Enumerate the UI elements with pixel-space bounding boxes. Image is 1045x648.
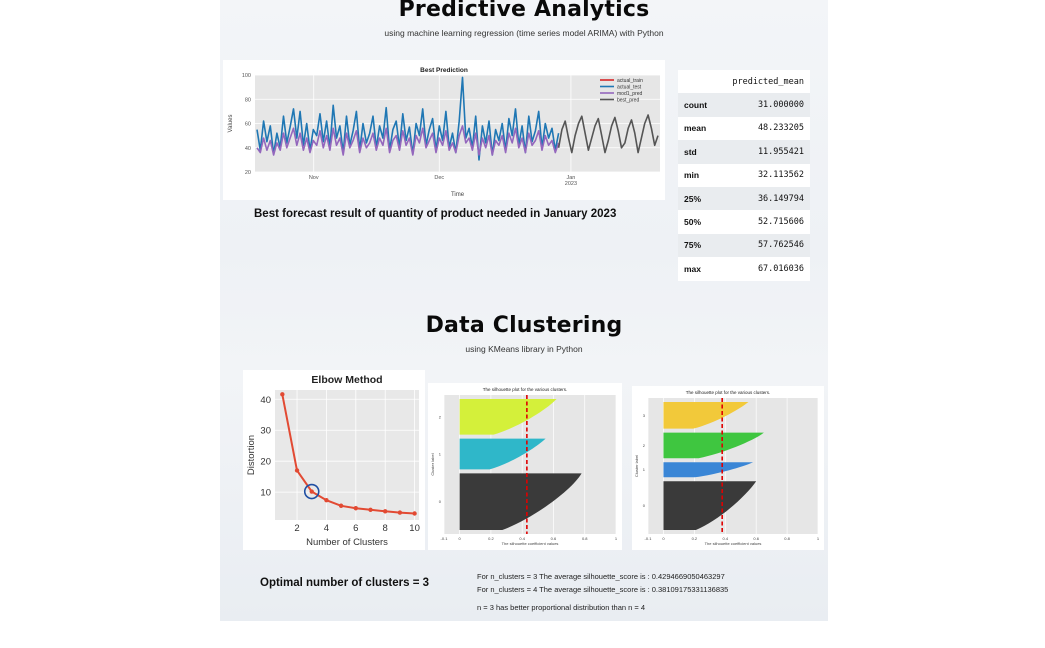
- table-row: [678, 140, 810, 163]
- x-tick-label: 0.4: [519, 536, 525, 541]
- x-tick-label: 1: [816, 536, 820, 541]
- y-tick-label: 60: [244, 121, 251, 128]
- x-tick-label: 4: [323, 523, 330, 534]
- elbow-point: [324, 498, 328, 502]
- cluster-label: 3: [642, 412, 645, 418]
- y-tick-label: 10: [260, 487, 271, 499]
- x-tick-label: 0.8: [784, 536, 790, 541]
- y-tick-label: 40: [260, 394, 271, 406]
- plot-area: [275, 390, 419, 520]
- chart-title: Best Prediction: [420, 67, 468, 74]
- x-tick-label: -0.1: [644, 536, 652, 541]
- cluster-label: 2: [438, 414, 441, 420]
- x-tick-label: 0.4: [722, 536, 729, 541]
- y-tick-label: 20: [244, 170, 251, 176]
- elbow-point: [310, 489, 314, 493]
- elbow-point: [398, 510, 402, 514]
- row-label: mean: [684, 123, 707, 134]
- conclusion-note: n = 3 has better proportional distribution than n = 4: [477, 603, 646, 612]
- row-value: 32.113562: [757, 170, 804, 181]
- x-axis-label: The silhouette coefficient values: [704, 541, 762, 546]
- x-tick-label: 0.6: [753, 536, 759, 541]
- y-axis-label: Distortion: [246, 434, 257, 476]
- x-tick-label: 6: [353, 523, 359, 534]
- row-label: std: [678, 140, 717, 163]
- x-tick-label: 8: [382, 523, 388, 534]
- chart-title: Elbow Method: [311, 374, 383, 386]
- elbow-point: [295, 468, 299, 472]
- x-axis-label: Number of Clusters: [306, 537, 388, 548]
- x-tick-label: 0.6: [550, 536, 557, 541]
- row-label: 75%: [678, 234, 717, 257]
- silhouette-note-3: For n_clusters = 3 The average silhouette_score is : 0.4294669050463297: [477, 572, 725, 581]
- x-tick-label: 1: [614, 536, 618, 541]
- predictive-caption: Best forecast result of quantity of product needed in January 2023: [254, 208, 617, 220]
- elbow-point: [354, 506, 358, 510]
- row-label: max: [684, 263, 702, 274]
- y-tick-label: 40: [244, 145, 251, 152]
- elbow-point: [339, 504, 343, 508]
- silhouette-plot-3-clusters: [428, 383, 622, 550]
- row-value: 31.000000: [717, 93, 810, 116]
- table-row: [678, 210, 810, 233]
- row-value: 57.762546: [717, 234, 810, 257]
- y-axis-label: Cluster label: [430, 453, 435, 476]
- legend-label: best_pred: [617, 97, 640, 104]
- row-value: 67.016036: [757, 263, 804, 274]
- elbow-point: [368, 508, 372, 512]
- y-tick-label: 30: [260, 425, 271, 437]
- x-tick-label: 0: [662, 536, 665, 541]
- row-label: min: [684, 170, 700, 181]
- x-tick-label: Nov: [308, 175, 319, 181]
- x-tick-label: 0.8: [581, 536, 588, 541]
- cluster-label: 2: [642, 442, 645, 448]
- y-tick-label: 20: [260, 456, 271, 468]
- legend-label: actual_test: [617, 84, 642, 91]
- predicted-mean-table: [678, 70, 810, 281]
- elbow-point: [280, 392, 284, 396]
- row-value: 11.955421: [717, 140, 810, 163]
- row-label: 50%: [684, 217, 702, 228]
- table-row: [678, 257, 810, 280]
- cluster-label: 0: [438, 499, 441, 505]
- elbow-point: [383, 509, 387, 513]
- y-tick-label: 80: [244, 97, 251, 104]
- x-tick-label: 2: [294, 523, 300, 534]
- y-axis-label: Values: [228, 114, 234, 133]
- row-label: count: [678, 93, 717, 116]
- elbow-method-chart: [243, 370, 425, 550]
- predictive-title: Predictive Analytics: [398, 0, 650, 22]
- infographic-poster: [220, 0, 828, 621]
- x-tick-label: 0.2: [691, 536, 698, 541]
- chart-title: The silhouette plot for the various clusters.: [482, 387, 568, 392]
- cluster-label: 1: [642, 467, 645, 473]
- table-row: [678, 187, 810, 210]
- cluster-label: 1: [438, 451, 441, 457]
- cluster-label: 0: [642, 503, 645, 509]
- x-tick-label: Jan 2023: [564, 175, 578, 187]
- table-column-header: predicted_mean: [732, 76, 804, 87]
- y-tick-label: 100: [241, 73, 251, 79]
- x-tick-label: 0.2: [488, 536, 494, 541]
- legend-label: actual_train: [617, 78, 643, 84]
- clustering-title: Data Clustering: [425, 313, 623, 338]
- clustering-subtitle: using KMeans library in Python: [465, 344, 583, 354]
- chart-title: The silhouette plot for the various clusters.: [685, 390, 771, 395]
- row-value: 48.233205: [757, 123, 804, 134]
- silhouette-plot-4-clusters: [632, 386, 824, 550]
- x-tick-label: -0.1: [440, 536, 448, 541]
- predictive-subtitle: using machine learning regression (time series model ARIMA) with Python: [384, 28, 664, 38]
- best-prediction-chart: [223, 60, 665, 200]
- x-axis-label: The silhouette coefficient values: [501, 541, 559, 546]
- elbow-point: [412, 511, 416, 515]
- row-value: 52.715606: [757, 217, 804, 228]
- table-row: [678, 234, 810, 257]
- x-tick-label: 0: [458, 536, 461, 541]
- row-value: 36.149794: [717, 187, 810, 210]
- row-label: 25%: [678, 187, 717, 210]
- clustering-caption: Optimal number of clusters = 3: [260, 577, 430, 589]
- table-row: [678, 93, 810, 116]
- legend-label: mod1_pred: [617, 91, 643, 97]
- table-row: [678, 164, 810, 187]
- x-axis-label: Time: [450, 192, 465, 198]
- table-row: [678, 117, 810, 140]
- silhouette-note-4: For n_clusters = 4 The average silhouette_score is : 0.38109175331136835: [477, 585, 729, 594]
- x-tick-label: Dec: [434, 175, 445, 181]
- x-tick-label: 10: [409, 523, 420, 534]
- y-axis-label: Cluster label: [634, 454, 639, 478]
